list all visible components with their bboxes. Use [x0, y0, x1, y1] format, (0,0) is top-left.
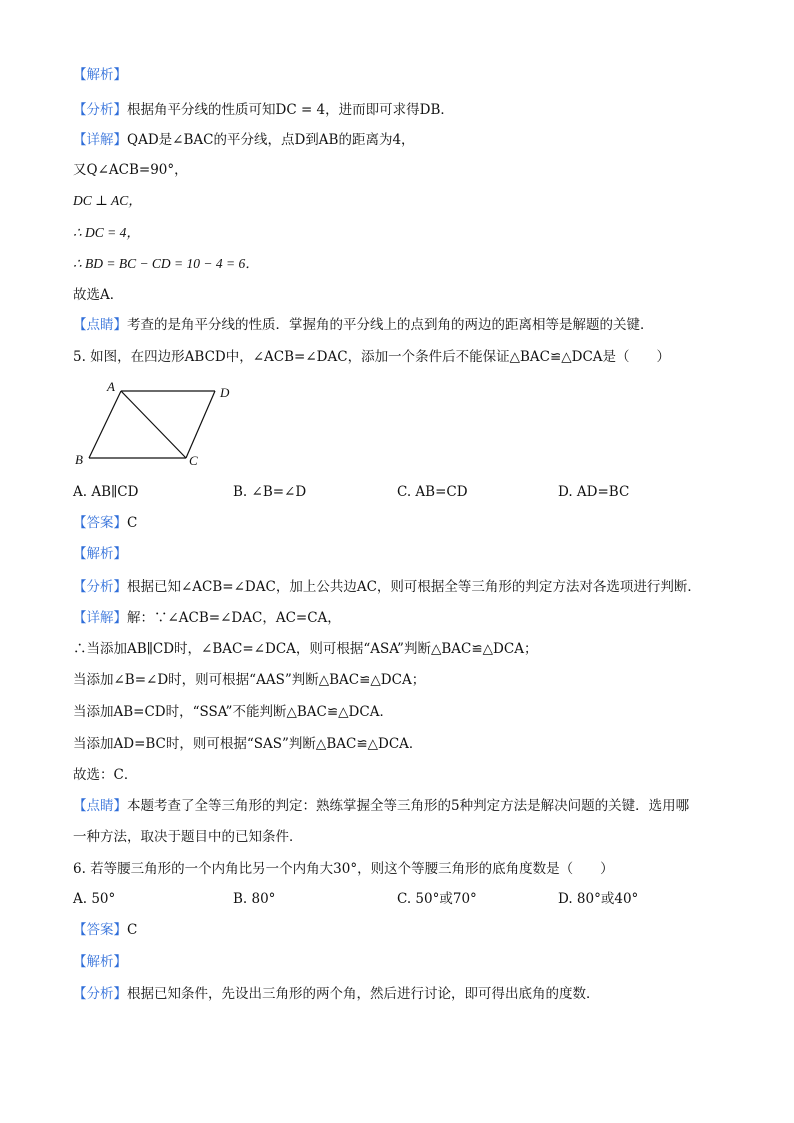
xiangjie-line-q4 — [73, 131, 415, 149]
xiangjie-line-q5: 【详解】解：∵∠ACB=∠DAC，AC=CA， — [73, 610, 341, 626]
solution-line-6: ∴ BD = BC − CD = 10 − 4 = 6． — [73, 256, 259, 271]
dianjing-line-q4 — [73, 316, 654, 334]
q6-option-a: A. 50° — [73, 891, 116, 907]
dianjing-text: 考查的是角平分线的性质．掌握角的平分线上的点到角的两边的距离相等是解题的关键． — [127, 317, 654, 333]
dianjing-line-q5: 【点睛】本题考查了全等三角形的判定：熟练掌握全等三角形的5种判定方法是解决问题的关键．选用哪 — [73, 798, 690, 814]
xiangjie-text: QAD是∠BAC的平分线，点D到AB的距离为4， — [127, 132, 415, 148]
guxuan-q4: 故选A． — [73, 287, 124, 303]
label-c: C — [189, 453, 198, 468]
question-6-stem: 6. 若等腰三角形的一个内角比另一个内角大30°，则这个等腰三角形的底角度数是（ ） — [73, 861, 614, 877]
guxuan-q5: 故选：C． — [73, 767, 138, 783]
xiangjie-tag: 【详解】 — [73, 132, 127, 148]
daan-line-q6: 【答案】C — [73, 922, 138, 938]
question-5-stem: 5. 如图，在四边形ABCD中，∠ACB=∠DAC，添加一个条件后不能保证△BAC≌△DCA是（ ） — [73, 349, 671, 365]
solution-line-5: ∴ DC = 4， — [73, 225, 140, 240]
side-ab — [89, 391, 121, 458]
jiexi-heading-q4: 【解析】 — [73, 67, 127, 83]
fenxi-text: 根据角平分线的性质可知DC = 4，进而即可求得DB． — [127, 102, 454, 118]
dianjing-line-q5-cont: 一种方法，取决于题目中的已知条件． — [73, 829, 303, 845]
q5-solution-line-3: 当添加AB=CD时，“SSA”不能判断△BAC≌△DCA． — [73, 704, 393, 720]
daan-line-q5 — [73, 514, 137, 532]
daan-tag: 【答案】 — [73, 515, 127, 531]
solution-line-4: DC ⊥ AC， — [73, 193, 142, 208]
answer-value: C — [127, 515, 138, 531]
label-b: B — [75, 452, 83, 467]
q6-option-b: B. 80° — [233, 891, 276, 907]
fenxi-line-q5: 【分析】根据已知∠ACB=∠DAC，加上公共边AC，则可根据全等三角形的判定方法对各选项进行判断． — [73, 579, 701, 595]
diagonal-ac — [121, 391, 186, 458]
q5-option-d: D. AD=BC — [558, 484, 630, 500]
solution-line-3: 又Q∠ACB=90°， — [73, 162, 188, 178]
q5-solution-line-2: 当添加∠B=∠D时，则可根据“AAS”判断△BAC≌△DCA； — [73, 672, 426, 688]
label-d: D — [220, 385, 230, 400]
quadrilateral-figure — [70, 378, 240, 470]
fenxi-line-q4 — [73, 101, 454, 119]
fenxi-tag: 【分析】 — [73, 102, 127, 118]
q5-option-c: C. AB=CD — [397, 484, 468, 500]
q5-solution-line-1: ∴当添加AB∥CD时，∠BAC=∠DCA，则可根据“ASA”判断△BAC≌△DCA； — [73, 641, 538, 657]
q5-solution-line-4: 当添加AD=BC时，则可根据“SAS”判断△BAC≌△DCA． — [73, 736, 423, 752]
side-cd — [186, 391, 215, 458]
fenxi-line-q6: 【分析】根据已知条件，先设出三角形的两个角，然后进行讨论，即可得出底角的度数． — [73, 986, 600, 1002]
q6-option-c: C. 50°或70° — [397, 891, 477, 907]
label-a: A — [107, 379, 115, 394]
q5-option-b: B. ∠B=∠D — [233, 484, 307, 500]
q6-option-d: D. 80°或40° — [558, 891, 639, 907]
dianjing-tag: 【点睛】 — [73, 317, 127, 333]
q5-option-a: A. AB∥CD — [73, 484, 139, 500]
jiexi-heading-q6: 【解析】 — [73, 954, 127, 970]
jiexi-heading-q5: 【解析】 — [73, 546, 127, 562]
